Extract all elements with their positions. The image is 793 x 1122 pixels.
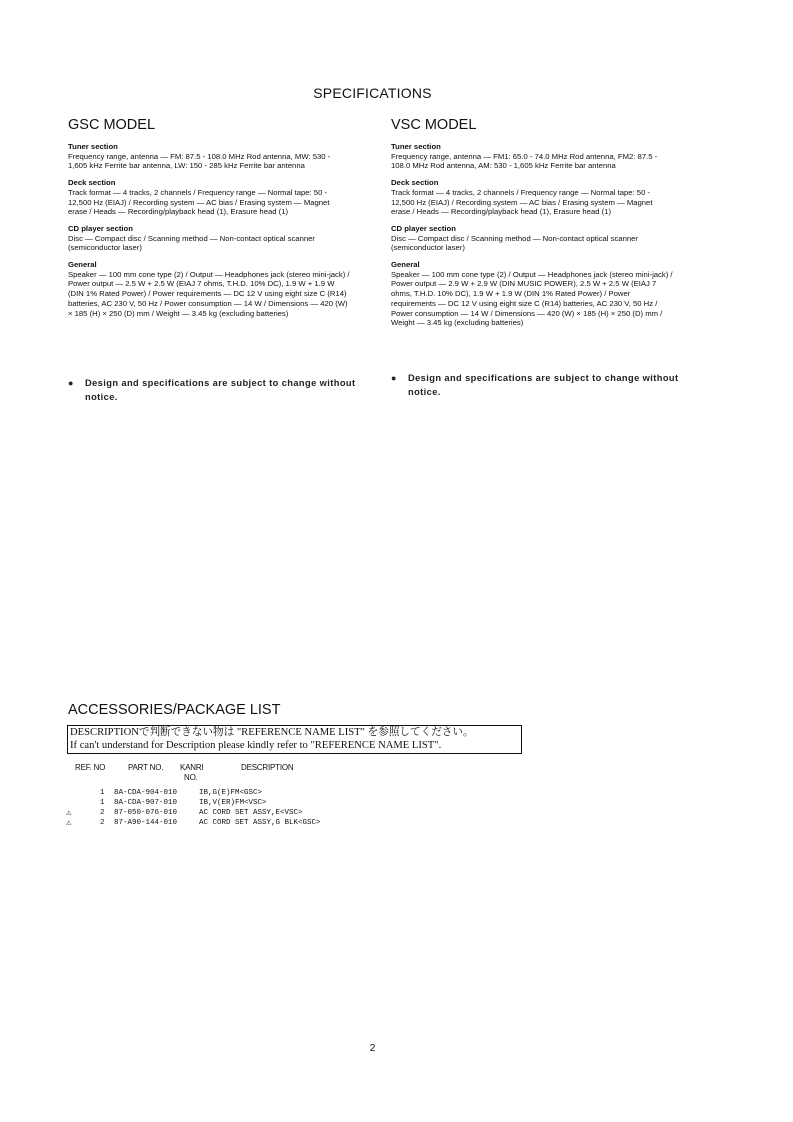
header-kanri [180,763,203,782]
ref-no-cell: 1 [100,789,105,797]
gsc-deck-heading: Deck section [68,178,116,188]
page-number: 2 [369,1043,376,1054]
vsc-tuner-body: Frequency range, antenna — FM1: 65.0 - 74.0 MHz Rod antenna, FM2: 87.5 - 108.0 MHz Rod antenna, AM: 530 - 1,605 kHz Ferrite bar antenna [391,151,658,171]
description-cell: IB,V(ER)FM<VSC> [199,799,267,807]
bullet-icon: ● [391,373,397,383]
table-row [66,788,366,798]
gsc-note [68,376,358,404]
vsc-tuner-heading: Tuner section [391,142,441,151]
ref-no-cell: 1 [100,799,105,807]
ref-no-cell: 2 [100,809,105,817]
vsc-general-heading: General [391,260,420,270]
description-cell: AC CORD SET ASSY,E<VSC> [199,809,303,817]
table-row [66,808,366,818]
vsc-note [391,371,681,399]
warning-icon: ⚠ [66,808,72,818]
header-description: DESCRIPTION [241,763,294,772]
vsc-cd-body: Disc — Compact disc / Scanning method — Non-contact optical scanner (semiconductor laser) [391,233,638,253]
gsc-tuner-heading: Tuner section [68,142,118,151]
accessories-title: ACCESSORIES/PACKAGE LIST [68,702,281,718]
page-title: SPECIFICATIONS [313,85,432,101]
part-no-cell: 8A-CDA-907-010 [114,799,178,807]
vsc-general-body: Speaker — 100 mm cone type (2) / Output — Headphones jack (stereo mini-jack) / Power output — 2.9 W + 2.9 W (DIN MUSIC POWER), 2.5 W + 2.5 W (EIAJ 7 ohms, T.H.D. 10% DC), 1.9 W + 1.9 W (DIN 1% Rated Power) / Power requirements — DC 12 V using eight size C (R14) batteries, AC 230 V, 50 Hz / Power consumption — 14 W / Dimensions — 420 (W) × 185 (H) × 250 (D) mm / Weight — 3.45 kg (excluding batteries) [391,269,673,328]
header-part-no: PART NO. [128,763,164,772]
gsc-deck-body: Track format — 4 tracks, 2 channels / Frequency range — Normal tape: 50 - 12,500 Hz (EIAJ) / Recording system — AC bias / Erasing system — Magnet erase / Heads — Recording/playback head (1), Erasure head (1) [68,187,330,217]
vsc-model-title: VSC MODEL [391,117,477,133]
reference-notice-box [67,725,522,754]
vsc-deck-heading: Deck section [391,178,439,188]
gsc-cd-heading: CD player section [68,223,133,233]
header-ref-no: REF. NO [75,763,106,772]
notice-line-english: If can't understand for Description please kindly refer to "REFERENCE NAME LIST". [70,739,442,751]
header-kanri-line2: NO. [184,772,198,782]
warning-icon: ⚠ [66,818,72,828]
gsc-spec-column [68,142,350,325]
description-cell: AC CORD SET ASSY,G BLK<GSC> [199,819,321,827]
notice-line-japanese: DESCRIPTIONで判断できない物は "REFERENCE NAME LIST" を参照してください。 [70,727,474,738]
part-no-cell: 8A-CDA-904-010 [114,789,178,797]
part-no-cell: 87-050-076-010 [114,809,178,817]
gsc-cd-body: Disc — Compact disc / Scanning method — Non-contact optical scanner (semiconductor laser) [68,233,315,253]
gsc-general-body: Speaker — 100 mm cone type (2) / Output — Headphones jack (stereo mini-jack) / Power output — 2.5 W + 2.5 W (EIAJ 7 ohms, T.H.D. 10% DC), 1.9 W + 1.9 W (DIN 1% Rated Power) / Power requirements — DC 12 V using eight size C (R14) batteries, AC 230 V, 50 Hz / Power consumption — 14 W / Dimensions — 420 (W) × 185 (H) × 250 (D) mm / Weight — 3.45 kg (excluding batteries) [68,269,350,318]
vsc-cd-heading: CD player section [391,223,456,233]
gsc-tuner-body: Frequency range, antenna — FM: 87.5 - 108.0 MHz Rod antenna, MW: 530 - 1,605 kHz Ferrite bar antenna, LW: 150 - 285 kHz Ferrite bar antenna [68,151,331,171]
gsc-model-title: GSC MODEL [68,117,156,133]
gsc-note-text: Design and specifications are subject to change without notice. [85,378,356,402]
ref-no-cell: 2 [100,819,105,827]
table-row [66,818,366,828]
description-cell: IB,G(E)FM<GSC> [199,789,263,797]
bullet-icon: ● [68,378,74,388]
vsc-note-text: Design and specifications are subject to change without notice. [408,373,679,397]
vsc-deck-body: Track format — 4 tracks, 2 channels / Frequency range — Normal tape: 50 - 12,500 Hz (EIAJ) / Recording system — AC bias / Erasing system — Magnet erase / Heads — Recording/playback head (1), Erasure head (1) [391,187,653,217]
header-kanri-line1: KANRI [180,763,204,772]
vsc-spec-column [391,142,673,335]
gsc-general-heading: General [68,260,97,270]
part-no-cell: 87-A90-144-010 [114,819,178,827]
table-row [66,798,366,808]
